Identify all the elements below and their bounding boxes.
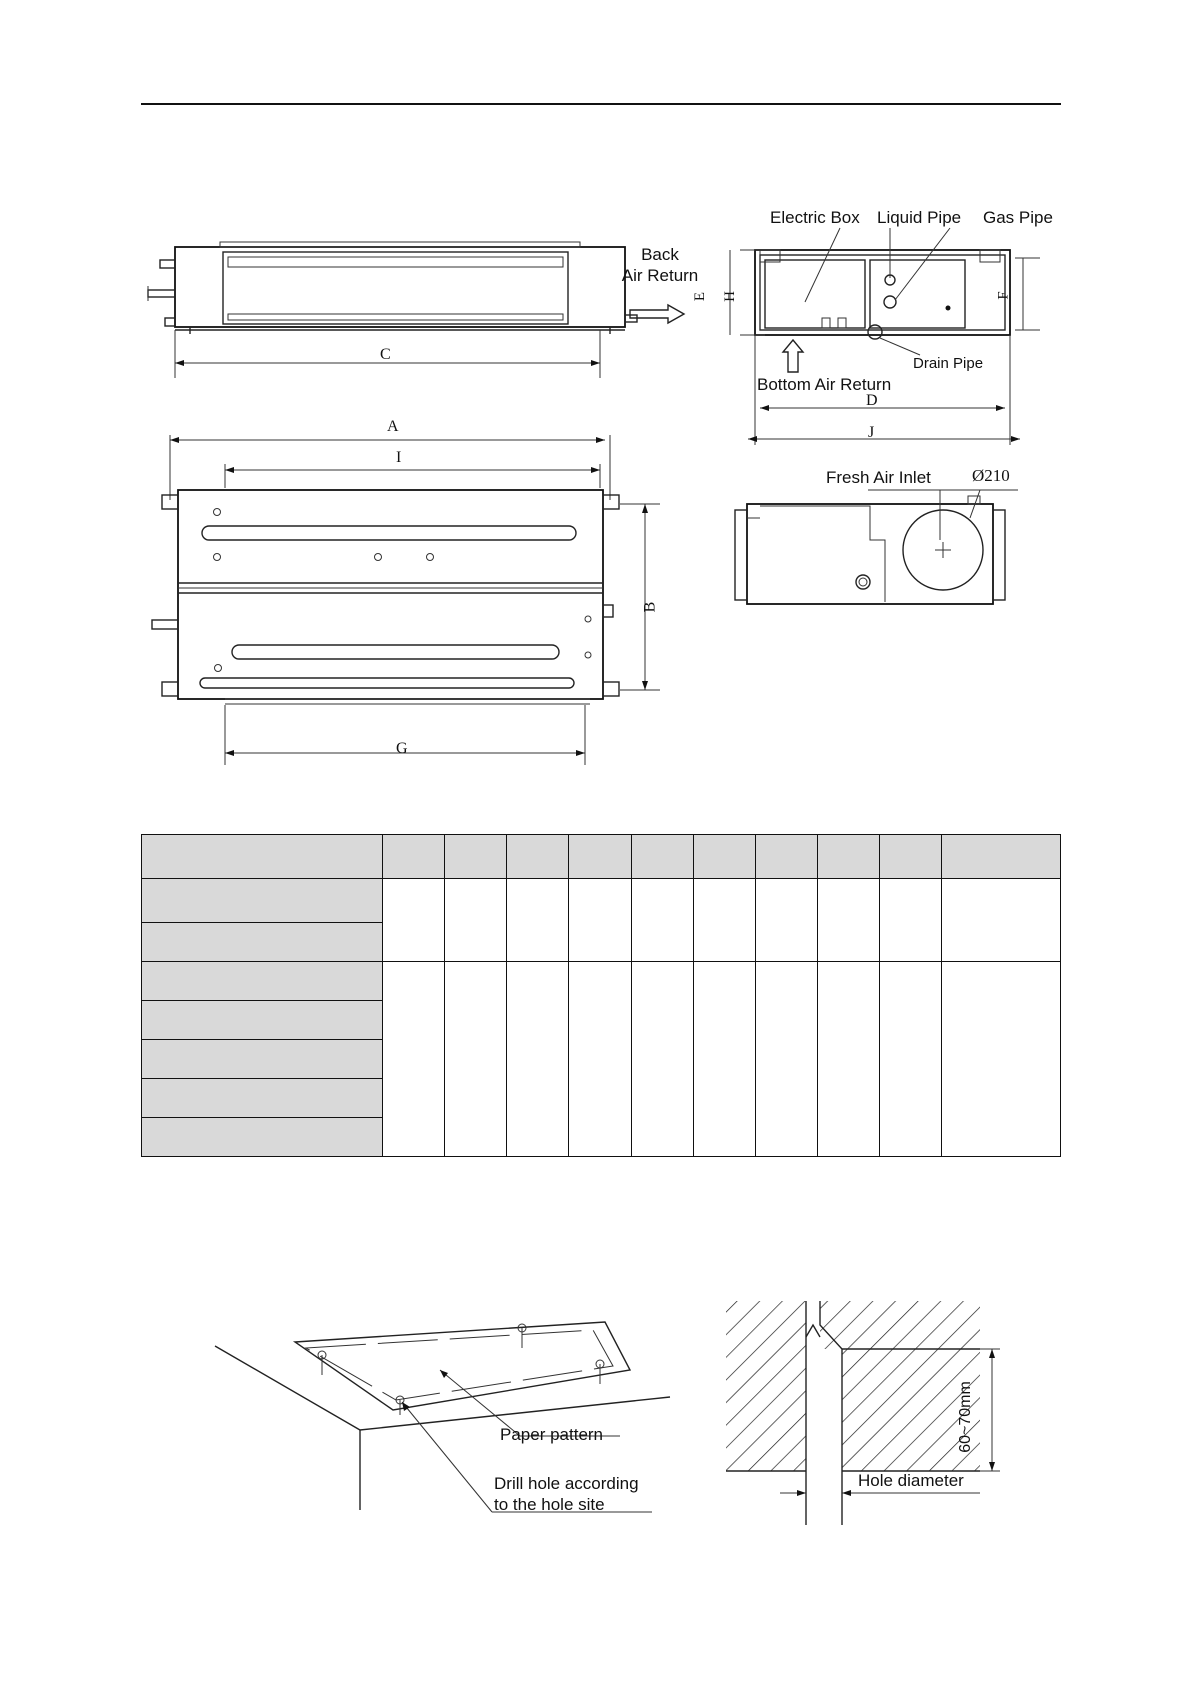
model-cell [142, 923, 383, 962]
electric-box-label: Electric Box [770, 208, 860, 227]
value-cell [382, 879, 444, 962]
top-view-drawing [140, 420, 660, 770]
dim-f-label: F [995, 291, 1012, 300]
value-cell [755, 879, 817, 962]
value-cell [507, 962, 569, 1157]
value-cell [507, 879, 569, 962]
value-cell [631, 879, 693, 962]
page-header-rule [141, 103, 1061, 105]
dim-b-label: B [641, 601, 659, 613]
value-cell [444, 879, 506, 962]
model-cell [142, 1118, 383, 1157]
value-cell [382, 962, 444, 1157]
table-header-cell [818, 835, 880, 879]
value-cell [880, 879, 942, 962]
hole-diameter-label: Hole diameter [858, 1471, 964, 1490]
back-air-return-label: Back Air Return [621, 245, 699, 285]
drill-hole-label: Drill hole according to the hole site [494, 1474, 639, 1514]
value-cell [631, 962, 693, 1157]
back-air-return-arrow [628, 304, 688, 324]
table-header-cell [755, 835, 817, 879]
dim-j-label: J [868, 424, 875, 441]
fresh-air-view-drawing [730, 470, 1030, 610]
value-cell [755, 962, 817, 1157]
value-cell [693, 879, 755, 962]
model-cell [142, 1001, 383, 1040]
table-header-cell [569, 835, 631, 879]
value-cell [942, 879, 1061, 962]
dim-g-label: G [396, 740, 408, 757]
dim-a-label: A [387, 418, 399, 435]
gas-pipe-label: Gas Pipe [983, 208, 1053, 227]
liquid-pipe-label: Liquid Pipe [877, 208, 962, 227]
dimension-table [141, 834, 1061, 1157]
table-header-cell [880, 835, 942, 879]
bottom-air-return-label: Bottom Air Return [757, 375, 892, 394]
dim-d-label: D [866, 392, 878, 409]
table-header-cell [631, 835, 693, 879]
value-cell [569, 962, 631, 1157]
value-cell [942, 962, 1061, 1157]
value-cell [444, 962, 506, 1157]
table-row [142, 962, 1061, 1001]
value-cell [693, 962, 755, 1157]
dim-e-label: E [692, 291, 709, 302]
depth-label: 60~70mm [956, 1381, 974, 1453]
dim-c-label: C [380, 346, 391, 363]
value-cell [569, 879, 631, 962]
end-view-drawing [740, 240, 1040, 450]
diameter-label: Ø210 [972, 466, 1010, 485]
value-cell [818, 962, 880, 1157]
table-header-cell [142, 835, 383, 879]
paper-pattern-label: Paper pattern [500, 1425, 604, 1444]
fresh-air-inlet-label: Fresh Air Inlet [826, 468, 931, 487]
table-header-cell [942, 835, 1061, 879]
table-header-cell [444, 835, 506, 879]
model-cell [142, 1040, 383, 1079]
dim-h-label: H [721, 291, 738, 302]
drain-pipe-label: Drain Pipe [913, 355, 984, 372]
table-header-row [142, 835, 1061, 879]
value-cell [880, 962, 942, 1157]
dim-i-label: I [396, 449, 402, 466]
model-cell [142, 1079, 383, 1118]
table-header-cell [693, 835, 755, 879]
value-cell [818, 879, 880, 962]
table-header-cell [507, 835, 569, 879]
model-cell [142, 879, 383, 923]
table-header-cell [382, 835, 444, 879]
model-cell [142, 962, 383, 1001]
table-row [142, 879, 1061, 923]
